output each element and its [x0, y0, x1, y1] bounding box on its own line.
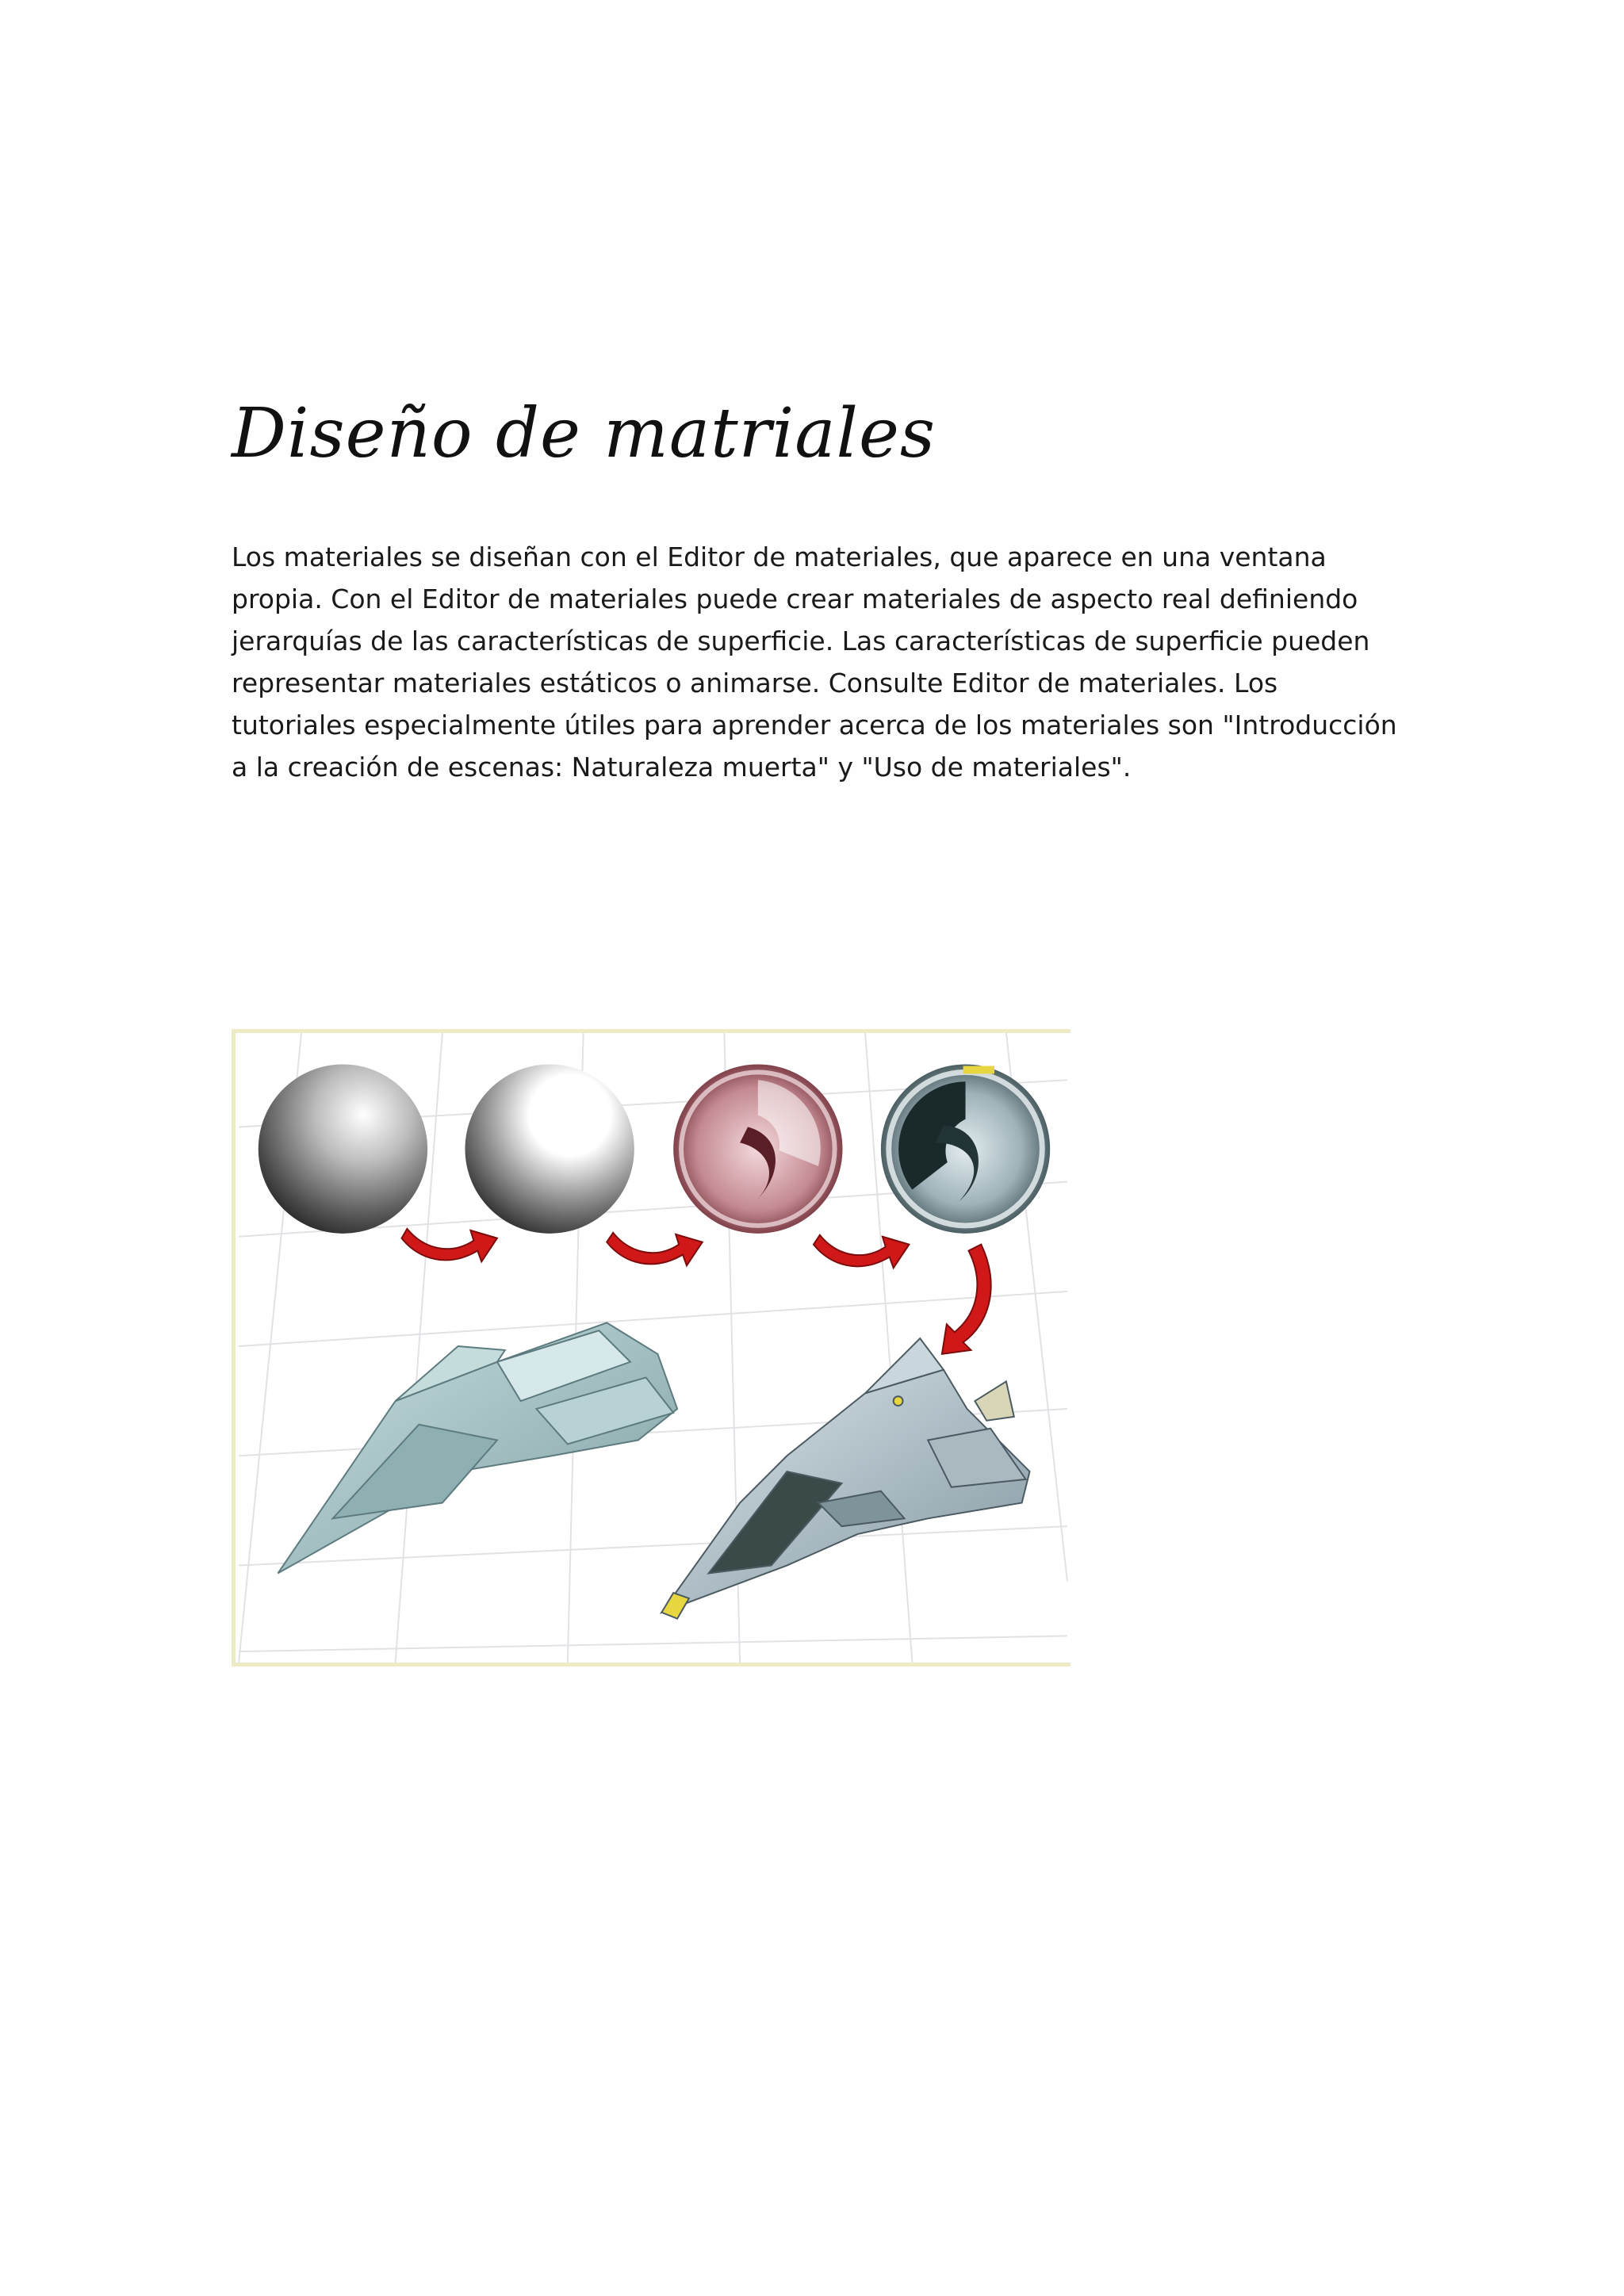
sphere-reflective-pink: [673, 1065, 842, 1234]
materials-figure: [232, 1029, 1071, 1667]
arrow-icon: [814, 1235, 909, 1268]
sphere-plain: [259, 1065, 427, 1234]
materials-illustration: [236, 1033, 1071, 1663]
ship-plain: [278, 1322, 677, 1573]
body-paragraph: Los materiales se diseñan con el Editor de materiales, que aparece en una ventana propia. Con el Editor de materiales puede crear materiales de aspecto real definiendo jerarquías de las características de superficie. Las características de superficie pueden representar materiales estáticos o animarse. Consulte Editor de materiales. Los tutoriales especialmente útiles para aprender acerca de los materiales son "Introducción a la creación de escenas: Naturaleza muerta" y "Uso de materiales".: [232, 541, 1397, 783]
ship-textured: [661, 1338, 1029, 1619]
arrow-icon: [401, 1229, 496, 1261]
page-title: Diseño de matriales: [232, 394, 936, 473]
sphere-chrome: [881, 1065, 1050, 1234]
arrow-icon: [607, 1233, 702, 1265]
sphere-glossy: [465, 1065, 634, 1234]
